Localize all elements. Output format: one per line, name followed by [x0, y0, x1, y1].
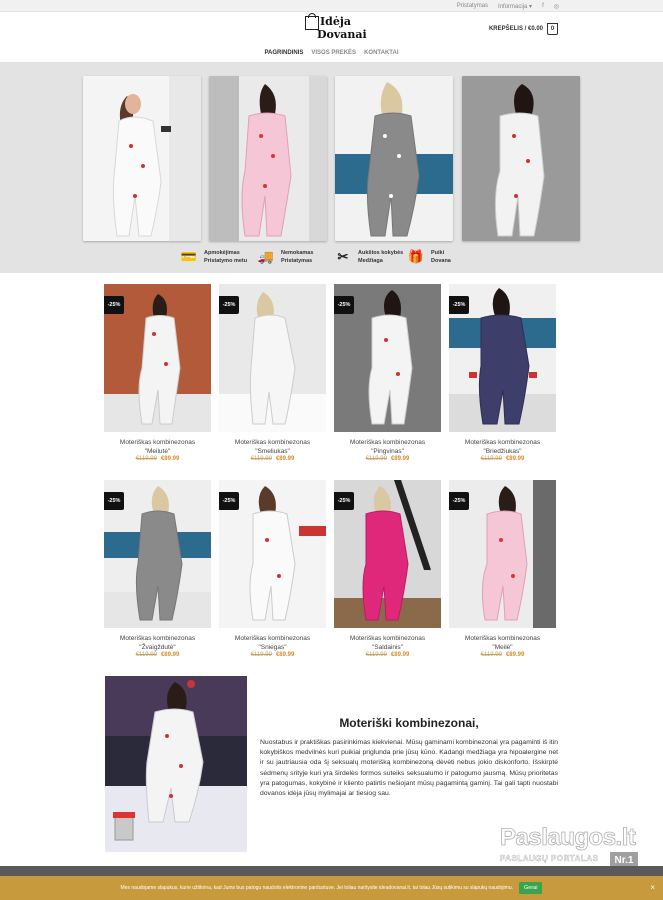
- product-name-line2: "Smeliukas": [255, 448, 290, 455]
- watermark-subtitle: PASLAUGŲ PORTALAS: [500, 854, 599, 863]
- hero-banner: [0, 62, 663, 273]
- product-name-line2: "Meilutė": [144, 448, 171, 455]
- old-price: €119.99: [365, 456, 387, 462]
- new-price: €89.99: [390, 456, 410, 462]
- new-price: €89.99: [275, 652, 295, 658]
- feature-gift-line2: Dovana: [431, 258, 451, 264]
- product-name[interactable]: [334, 438, 441, 456]
- feature-shipping-line2: Pristatymas: [281, 258, 313, 264]
- product-name[interactable]: [219, 438, 326, 456]
- product-price: [449, 456, 556, 462]
- product-name-line2: "Saldainis": [372, 644, 403, 651]
- discount-badge: -25%: [449, 492, 469, 510]
- main-nav: [0, 50, 663, 56]
- discount-badge: -25%: [104, 492, 124, 510]
- product-card[interactable]: [219, 284, 326, 474]
- top-link-shipping[interactable]: Pristatymas: [456, 3, 489, 9]
- cart-bag-icon: 0: [547, 23, 558, 35]
- discount-badge: -25%: [219, 492, 239, 510]
- product-price: [334, 456, 441, 462]
- feature-gift-line1: Puiki: [431, 250, 445, 256]
- feature-quality-line2: Medžiaga: [358, 258, 383, 264]
- feature-payment-line1: Apmokėjimas: [204, 250, 240, 256]
- old-price: €119.99: [135, 456, 157, 462]
- cookie-text: Mes naudojame slapukus, kurie užtikrina, kad Jums bus patogu naudotis elektronine parduotuve. Jei toliau naršysite ideadovanai.lt, tai tolau Jūsų sutikimu su slapukų naudojimu.: [120, 885, 513, 891]
- product-name-line2: "Pingvinas": [371, 448, 404, 455]
- product-price: [334, 652, 441, 658]
- product-card[interactable]: [104, 284, 211, 474]
- payment-icon: 💳: [180, 249, 198, 264]
- feature-gift: [407, 248, 451, 266]
- new-price: €89.99: [160, 652, 180, 658]
- old-price: €119.99: [250, 652, 272, 658]
- product-name-line1: Moteriškas kombinezonas: [349, 439, 426, 446]
- product-card[interactable]: [219, 480, 326, 670]
- about-image: [105, 676, 247, 852]
- top-bar: [0, 0, 663, 12]
- about-text: Nuostabus ir praktiškas pasirinkimas kiekvienai. Mūsų gaminami kombinezonai yra pagaminti iš itin kokybiškos medvilnės kuri puikiai priglunda prie jūsų kūno. Kadangi medžiaga yra hipoalergine net ir su jautriausia oda šį seksualų moterišką kombinezoną dėvėti nebus jokio diskonforto. Išskirptė sėdmenų srityje kuri yra širdelės formos suteiks seksualumo ir patogumo jausmą. Mūsų prioritetas yra patogumas, kokybinė ir kliento patirtis nešiojant mūsų pagamintą gaminį. Tai gali tapti nuostabi dovanos idėja jūsų mylimajai ar tiesiog sau.: [260, 739, 558, 798]
- feature-strip: [0, 248, 663, 270]
- cookie-bar: [0, 876, 663, 900]
- nav-item-home[interactable]: PAGRINDINIS: [264, 50, 304, 56]
- discount-badge: -25%: [449, 296, 469, 314]
- logo[interactable]: [303, 14, 367, 46]
- close-icon[interactable]: ×: [650, 883, 655, 892]
- watermark-badge: Nr.1: [610, 852, 638, 868]
- truck-icon: 🚚: [257, 249, 275, 264]
- hero-image-4[interactable]: [462, 76, 580, 241]
- feature-quality-line1: Aukštos kokybės: [358, 250, 404, 256]
- product-name-line1: Moteriškas kombinezonas: [349, 635, 426, 642]
- product-card[interactable]: [334, 480, 441, 670]
- product-name-line2: "Briedžiukas": [483, 448, 522, 455]
- feature-quality: [334, 248, 403, 266]
- nav-item-all-products[interactable]: VISOS PREKĖS: [311, 50, 357, 56]
- logo-line2: Dovanai: [317, 28, 367, 41]
- old-price: €119.99: [250, 456, 272, 462]
- product-name-line1: Moteriškas kombinezonas: [119, 635, 196, 642]
- about-title: Moteriški kombinezonai,: [339, 716, 479, 730]
- product-name[interactable]: [104, 438, 211, 456]
- hero-image-2[interactable]: [209, 76, 327, 241]
- footer: [0, 866, 663, 876]
- product-name-line2: "Meilė": [492, 644, 513, 651]
- instagram-icon[interactable]: ◎: [553, 4, 559, 10]
- product-price: [449, 652, 556, 658]
- discount-badge: -25%: [219, 296, 239, 314]
- logo-line1: Idėja: [320, 15, 351, 28]
- top-link-info-label: Informacija: [498, 4, 528, 10]
- product-price: [219, 456, 326, 462]
- product-name[interactable]: [334, 634, 441, 652]
- gift-icon: 🎁: [407, 249, 425, 264]
- facebook-icon[interactable]: f: [542, 3, 544, 9]
- new-price: €89.99: [160, 456, 180, 462]
- new-price: €89.99: [505, 652, 525, 658]
- feature-payment-line2: Pristatymo metu: [204, 258, 248, 264]
- product-name-line1: Moteriškas kombinezonas: [464, 439, 541, 446]
- feature-shipping-line1: Nemokamas: [281, 250, 314, 256]
- product-card[interactable]: [334, 284, 441, 474]
- product-price: [219, 652, 326, 658]
- cookie-accept-button[interactable]: Gerai: [519, 882, 542, 894]
- old-price: €119.99: [365, 652, 387, 658]
- cart-label: KREPŠELIS / €0.00: [488, 26, 543, 32]
- discount-badge: -25%: [104, 296, 124, 314]
- top-links: [457, 3, 559, 10]
- product-name-line1: Moteriškas kombinezonas: [234, 439, 311, 446]
- new-price: €89.99: [275, 456, 295, 462]
- old-price: €119.99: [480, 456, 502, 462]
- product-name[interactable]: [219, 634, 326, 652]
- watermark-title: Paslaugos.lt: [500, 824, 636, 851]
- product-name[interactable]: [449, 438, 556, 456]
- product-card[interactable]: [104, 480, 211, 670]
- feature-payment: [180, 248, 247, 266]
- new-price: €89.99: [390, 652, 410, 658]
- cart-button[interactable]: [489, 23, 558, 35]
- product-price: [104, 652, 211, 658]
- old-price: €119.99: [135, 652, 157, 658]
- product-card[interactable]: [449, 480, 556, 670]
- product-name-line1: Moteriškas kombinezonas: [464, 635, 541, 642]
- product-name-line2: "Žvaigždutė": [139, 644, 176, 651]
- new-price: €89.99: [505, 456, 525, 462]
- feature-shipping: [257, 248, 313, 266]
- discount-badge: -25%: [334, 492, 354, 510]
- product-name[interactable]: [104, 634, 211, 652]
- product-price: [104, 456, 211, 462]
- hero-image-1[interactable]: [83, 76, 201, 241]
- product-card[interactable]: [449, 284, 556, 474]
- site-header: [0, 12, 663, 62]
- discount-badge: -25%: [334, 296, 354, 314]
- nav-item-contacts[interactable]: KONTAKTAI: [364, 50, 399, 56]
- product-name-line1: Moteriškas kombinezonas: [234, 635, 311, 642]
- product-name[interactable]: [449, 634, 556, 652]
- scissors-icon: ✂: [337, 249, 349, 264]
- old-price: €119.99: [480, 652, 502, 658]
- product-name-line2: "Sniegas": [258, 644, 287, 651]
- product-name-line1: Moteriškas kombinezonas: [119, 439, 196, 446]
- hero-image-3[interactable]: [335, 76, 453, 241]
- top-link-info[interactable]: Informacija ▾: [498, 4, 533, 10]
